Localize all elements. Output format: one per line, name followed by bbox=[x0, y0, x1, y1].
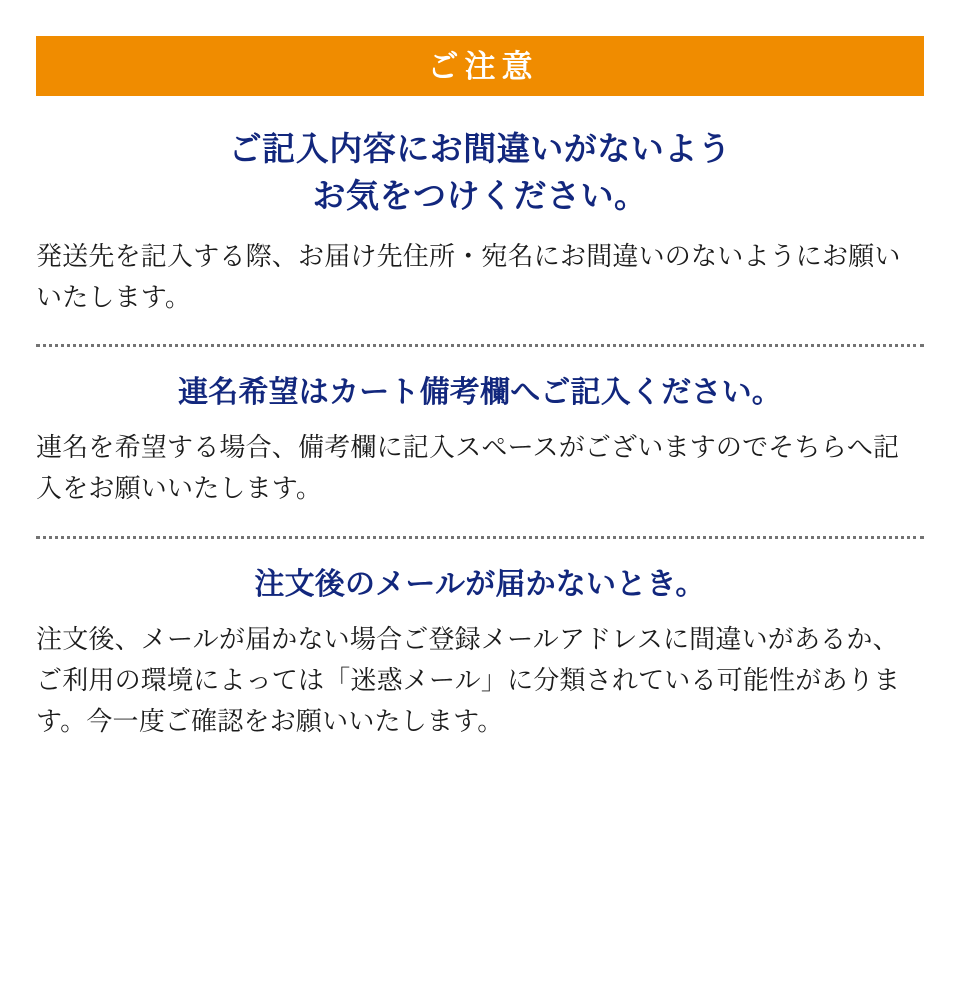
section-address-check-heading-line2: お気をつけください。 bbox=[312, 176, 648, 214]
section-joint-name-heading: 連名希望はカート備考欄へご記入ください。 bbox=[178, 375, 782, 409]
section-address-check-heading-line1: ご記入内容にお間違いがないよう bbox=[228, 130, 732, 167]
notice-banner bbox=[36, 36, 924, 96]
section-joint-name bbox=[36, 373, 924, 510]
section-address-check bbox=[36, 126, 924, 318]
divider-1 bbox=[36, 344, 924, 347]
divider-2 bbox=[36, 536, 924, 539]
section-mail-not-received-body: 注文後、メールが届かない場合ご登録メールアドレスに間違いがあるか、ご利用の環境によっては「迷惑メール」に分類されている可能性があります。今一度ご確認をお願いいたします。 bbox=[36, 624, 901, 737]
section-mail-not-received-heading: 注文後のメールが届かないとき。 bbox=[254, 567, 706, 601]
section-address-check-body: 発送先を記入する際、お届け先住所・宛名にお間違いのないようにお願いいたします。 bbox=[36, 240, 901, 312]
notice-page bbox=[0, 36, 960, 996]
notice-banner-title: ご注意 bbox=[427, 48, 539, 84]
section-joint-name-body: 連名を希望する場合、備考欄に記入スペースがございますのでそちらへ記入をお願いいたします。 bbox=[36, 432, 900, 504]
section-mail-not-received bbox=[36, 565, 924, 743]
section-address-check-heading bbox=[36, 126, 924, 220]
